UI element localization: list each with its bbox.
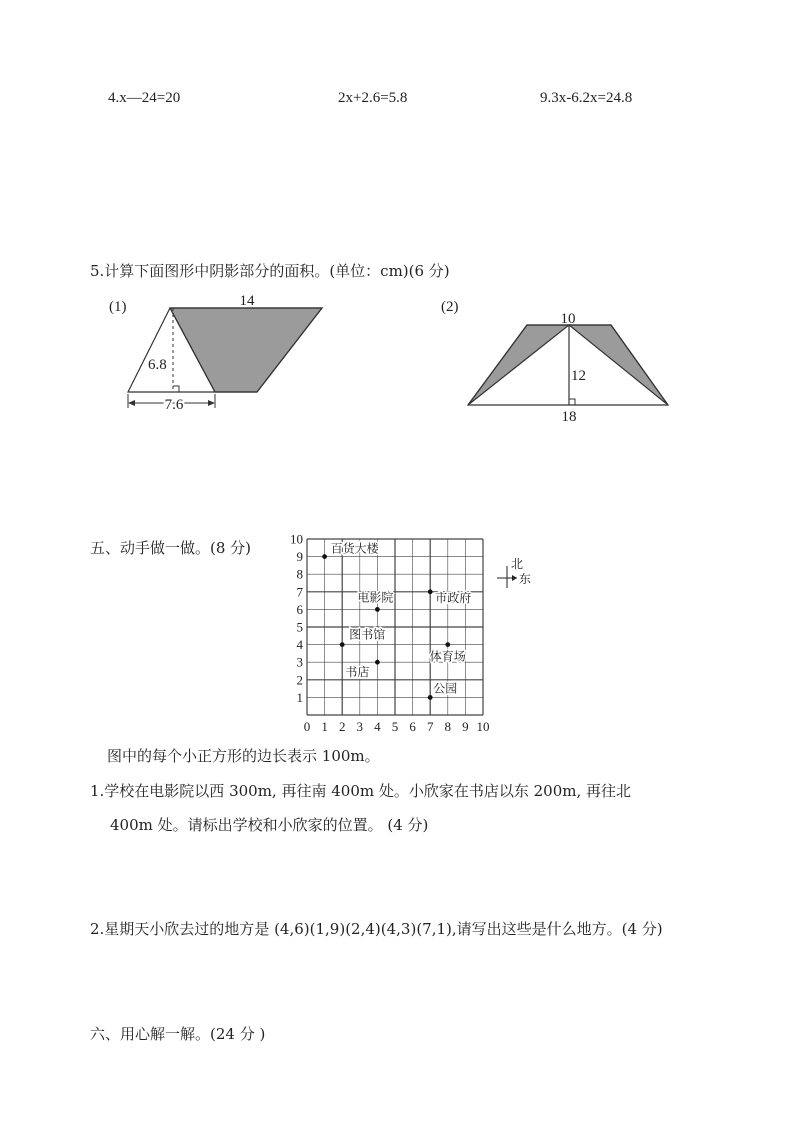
x-tick-label: 10 <box>476 719 490 734</box>
place-label: 公园 <box>433 681 458 696</box>
equation-2: 2x+2.6=5.8 <box>338 90 408 106</box>
section5-title: 五、动手做一做。(8 分) <box>90 539 252 557</box>
fig1-top-label: 14 <box>239 293 255 309</box>
y-tick-label: 2 <box>296 672 303 688</box>
equation-3: 9.3x-6.2x=24.8 <box>540 90 633 106</box>
fig1-height-label: 6.8 <box>148 357 167 373</box>
x-tick-label: 5 <box>391 719 399 734</box>
fig1-base-label: 7.6 <box>164 397 184 413</box>
fig2-right-angle <box>569 399 575 405</box>
place-point <box>375 607 380 612</box>
y-tick-label: 7 <box>296 584 303 600</box>
place-point <box>340 642 345 647</box>
q1-line1: 1.学校在电影院以西 300m, 再往南 400m 处。小欣家在书店以东 200m, 再往北 <box>90 782 632 800</box>
place-point <box>445 642 450 647</box>
compass-east-label: 东 <box>519 572 532 586</box>
section6-title: 六、用心解一解。(24 分 ) <box>90 1025 266 1043</box>
place-label: 百货大楼 <box>330 541 379 556</box>
y-tick-label: 10 <box>290 531 303 547</box>
place-point <box>375 660 380 665</box>
x-tick-label: 0 <box>303 719 311 734</box>
x-tick-label: 6 <box>409 719 416 734</box>
fig2-height-label: 12 <box>571 368 586 384</box>
fig2-trapezoid <box>460 300 680 425</box>
x-tick-label: 2 <box>338 719 346 734</box>
place-label: 市政府 <box>435 590 472 605</box>
place-label: 电影院 <box>357 590 394 605</box>
place-point <box>428 589 433 594</box>
equation-1: 4.x—24=20 <box>108 90 181 106</box>
compass-north-label: 北 <box>511 557 524 571</box>
fig1-parallelogram <box>120 290 340 415</box>
fig2-label: (2) <box>441 299 459 315</box>
fig2-top-label: 10 <box>560 311 576 327</box>
y-tick-label: 4 <box>296 637 303 653</box>
y-tick-label: 3 <box>296 654 303 670</box>
y-tick-label: 9 <box>296 549 303 565</box>
y-tick-label: 6 <box>296 601 303 617</box>
place-point <box>428 695 433 700</box>
q2-text: 2.星期天小欣去过的地方是 (4,6)(1,9)(2,4)(4,3)(7,1),请写出这些是什么地方。(4 分) <box>90 920 663 938</box>
fig1-right-angle <box>173 386 179 392</box>
coordinate-grid <box>285 531 532 740</box>
y-tick-label: 8 <box>296 566 303 582</box>
x-tick-label: 7 <box>426 719 434 734</box>
x-tick-label: 9 <box>462 719 469 734</box>
fig2-shaded-right <box>569 325 668 405</box>
x-tick-label: 3 <box>356 719 364 734</box>
q5-title: 5.计算下面图形中阴影部分的面积。(单位：cm)(6 分) <box>90 262 450 280</box>
fig2-base-label: 18 <box>561 409 577 425</box>
place-label: 体育场 <box>429 649 466 664</box>
grid-note: 图中的每个小正方形的边长表示 100m。 <box>107 747 380 765</box>
x-tick-label: 1 <box>321 719 328 734</box>
compass-arrow <box>512 575 517 581</box>
y-tick-label: 1 <box>296 689 303 705</box>
x-tick-label: 8 <box>444 719 452 734</box>
y-tick-label: 5 <box>296 619 303 635</box>
fig1-label: (1) <box>109 299 127 315</box>
place-label: 图书馆 <box>349 627 386 642</box>
place-point <box>322 554 327 559</box>
place-label: 书店 <box>345 665 370 680</box>
q1-line2: 400m 处。请标出学校和小欣家的位置。 (4 分) <box>110 816 429 834</box>
x-tick-label: 4 <box>374 719 381 734</box>
